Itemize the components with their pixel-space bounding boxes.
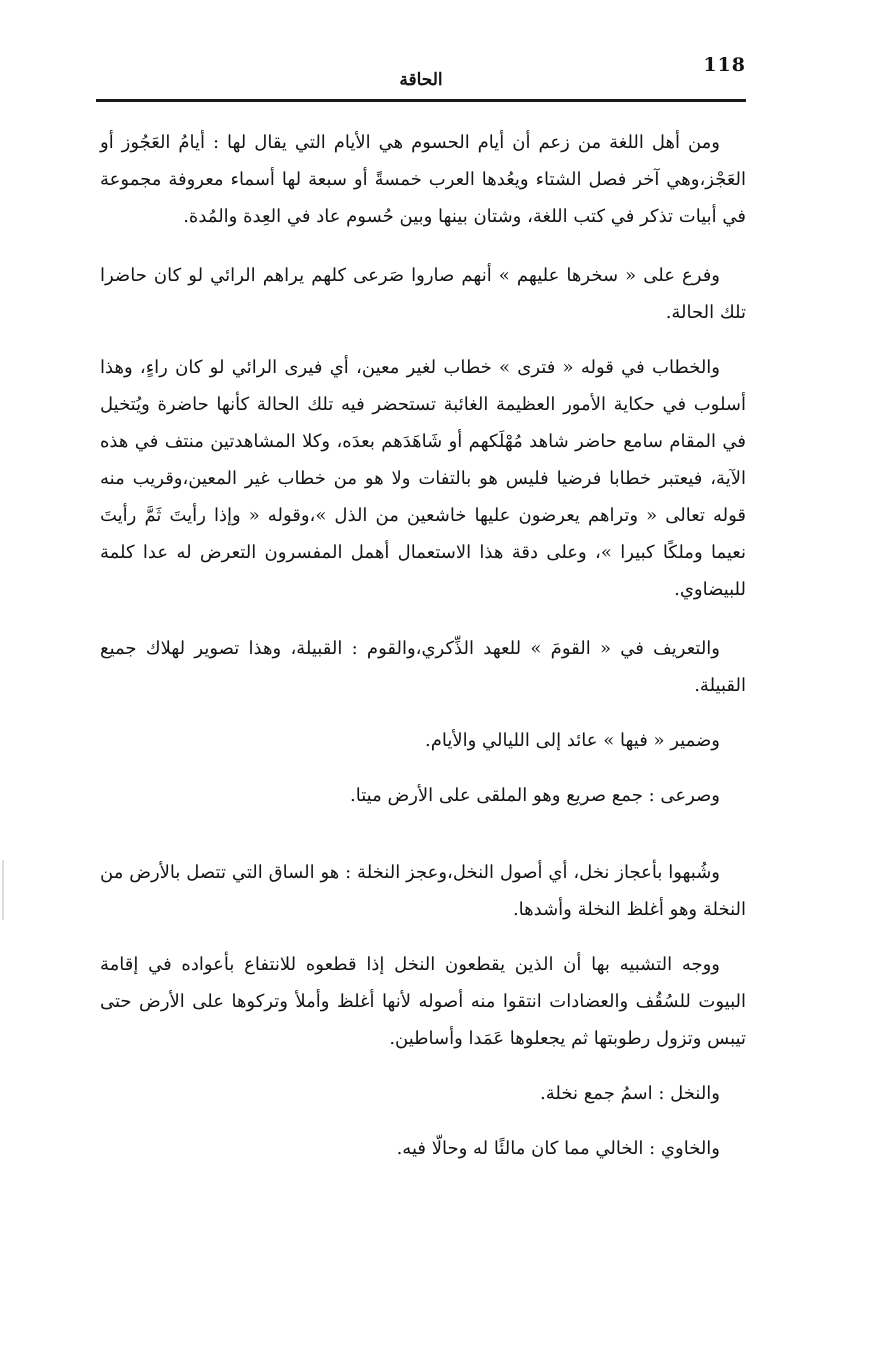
scan-edge-mark bbox=[2, 860, 4, 920]
header-rule bbox=[96, 99, 746, 102]
paragraph-definite-qawm: والتعريف في « القومَ » للعهد الذِّكري،والقوم : القبيلة، وهذا تصوير لهلاك جميع القبيلة. bbox=[100, 638, 746, 696]
paragraph-simile-reason: ووجه التشبيه بها أن الذين يقطعون النخل إذا قطعوه للانتفاع بأعواده في إقامة البيوت للسُقُف والعضادات انتقوا منه أصوله لأنها أغلظ وأملأ وتركوها على الأرض حتى تيبس وتزول رطوبتها ثم يجعلوها عَمَدا وأساطين. bbox=[100, 954, 746, 1049]
page-header bbox=[96, 48, 746, 100]
paragraph-khawi-definition: والخاوي : الخالي مما كان مالئًا له وحالّا فيه. bbox=[396, 1138, 720, 1159]
page-number: 118 bbox=[703, 54, 746, 76]
paragraph-address-fatara: والخطاب في قوله « فترى » خطاب لغير معين، أي فيرى الرائي لو كان راءٍ، وهذا أسلوب في حكاية الأمور العظيمة الغائبة تستحضر فيه تلك الحالة كأنها حاضرة ويُتخيل في المقام سامع حاضر شاهد مُهْلَكهم أو شَاهَدَهم بعدَه، وكلا المشاهدتين منتف في هذه الآية، فيعتبر خطابا فرضيا فليس هو بالتفات ولا هو من خطاب غير المعين،وقريب منه قوله تعالى « وتراهم يعرضون عليها خاشعين من الذل »،وقوله « وإذا رأيتَ ثَمَّ رأيتَ نعيما وملكًا كبيرا »، وعلى دقة هذا الاستعمال أهمل المفسرون التعرض له عدا كلمة للبيضاوي. bbox=[100, 357, 746, 600]
paragraph-palm-trunks: وشُبهوا بأعجاز نخل، أي أصول النخل،وعجز النخلة : هو الساق التي تتصل بالأرض من النخلة وهو أغلظ النخلة وأشدها. bbox=[100, 862, 746, 920]
page-body bbox=[100, 124, 746, 1167]
running-title: الحاقة bbox=[399, 70, 443, 90]
paragraph-nakhl-definition: والنخل : اسمُ جمع نخلة. bbox=[540, 1083, 720, 1104]
paragraph-husum-days: ومن أهل اللغة من زعم أن أيام الحسوم هي الأيام التي يقال لها : أيامُ العَجُوز أو العَجْز،وهي آخر فصل الشتاء ويعُدها العرب خمسةً أو سبعة لها أسماء معروفة مجموعة في أبيات تذكر في كتب اللغة، وشتان بينها وبين حُسوم عاد في العِدة والمُدة. bbox=[100, 132, 746, 227]
paragraph-sarAa-definition: وصرعى : جمع صريع وهو الملقى على الأرض ميتا. bbox=[350, 785, 720, 806]
paragraph-pronoun-fiha: وضمير « فيها » عائد إلى الليالي والأيام. bbox=[425, 730, 720, 751]
paragraph-sarAa: وفرع على « سخرها عليهم » أنهم صاروا صَرعى كلهم يراهم الرائي لو كان حاضرا تلك الحالة. bbox=[100, 265, 746, 323]
